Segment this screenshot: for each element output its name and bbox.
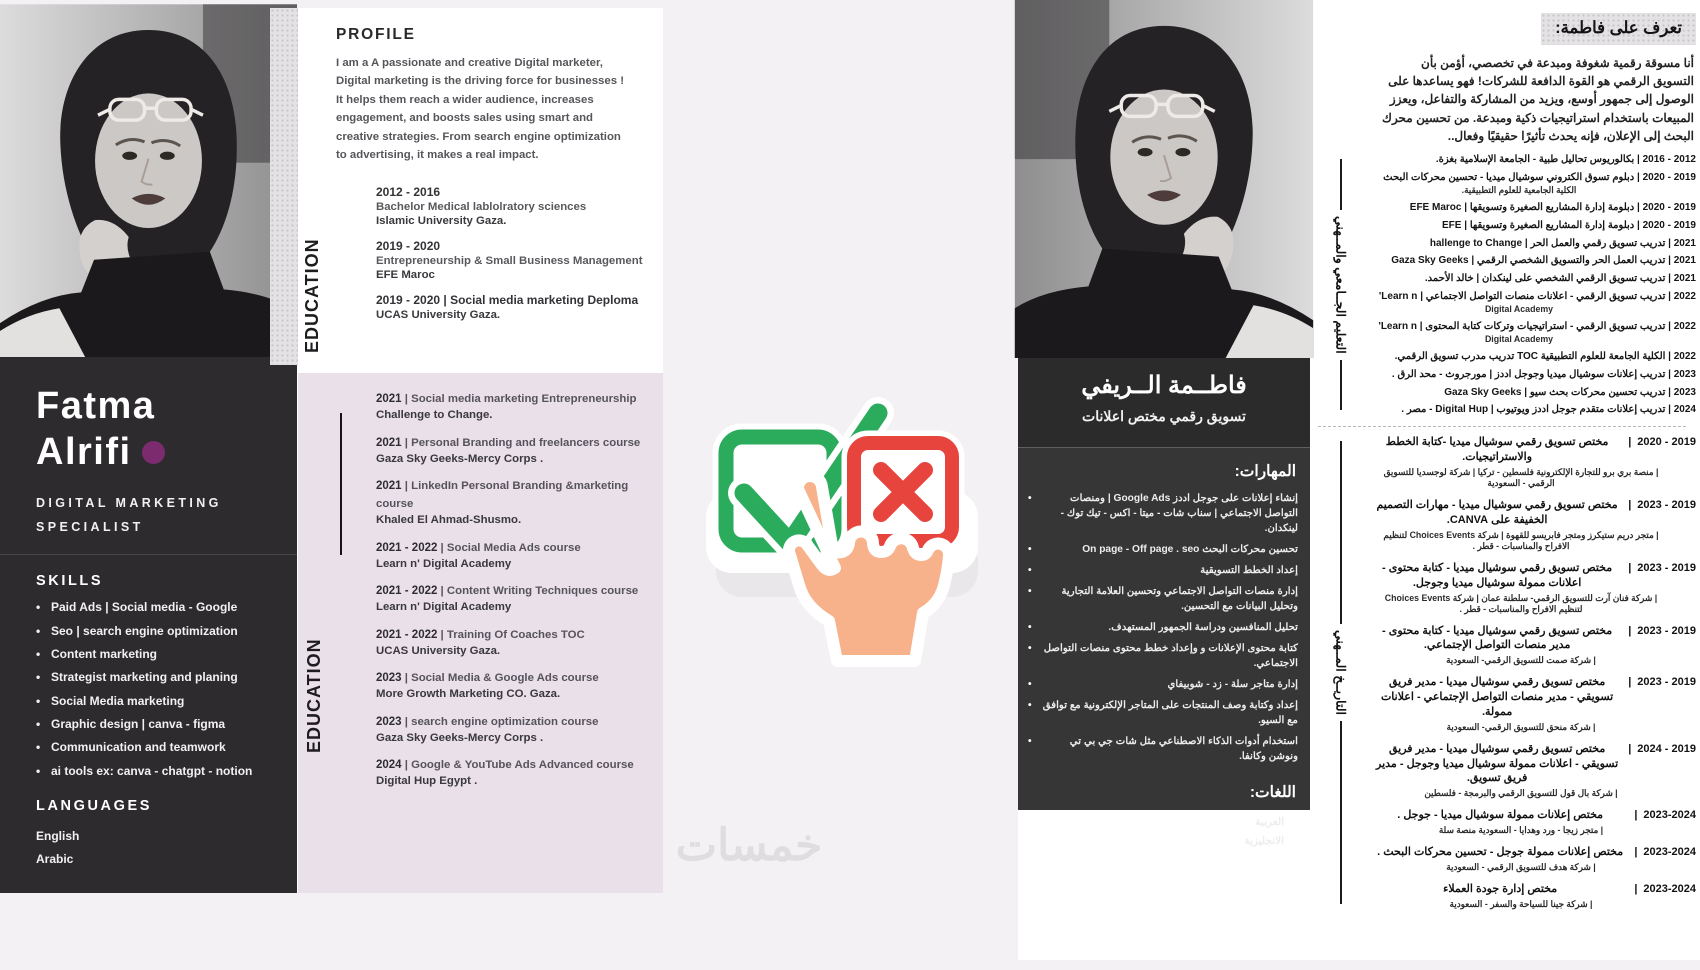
course-entry — [376, 389, 655, 421]
entry-desc: دبلوم تسوق الكتروني سوشيال ميديا - تحسين محركات البحث — [1383, 171, 1635, 183]
history-entry-ar — [1372, 435, 1696, 489]
courses-list — [376, 389, 655, 787]
bracket-line-bottom — [1340, 360, 1342, 411]
course-line — [376, 755, 655, 773]
history-entry-main — [1372, 624, 1696, 654]
entry-desc: مختص إعلانات ممولة سوشيال ميديا - جوجل . — [1397, 809, 1604, 822]
skill-item-ar: • تحسين محركات البحث On page - Off page . seo — [1028, 543, 1298, 558]
entry-year: 2021 — [1673, 237, 1696, 249]
about-header: تعرف على فاطمة: — [1541, 13, 1696, 45]
education-entry-ar — [1372, 403, 1696, 416]
entry-desc: مختص تسويق رقمي سوشيال ميديا - مدير فريق تسويقي - اعلانات ممولة سوشيال ميديا وجوجل - مدير فريق تسويق. — [1376, 742, 1619, 785]
course-title: | LinkedIn Personal Branding &marketing course — [376, 480, 629, 510]
education-entry-ar — [1372, 272, 1696, 285]
choice-sticker-group — [658, 385, 993, 680]
skill-item: • Social Media marketing — [36, 694, 271, 710]
entry-sep: | — [1665, 351, 1671, 363]
history-entry-ar — [1372, 845, 1696, 873]
course-date: 2021 - 2022 — [376, 541, 438, 554]
entry-desc: تدريب تسويق الرقمي الشخصي على لينكدان | خالد الأحمد. — [1424, 272, 1666, 284]
course-entry — [376, 538, 655, 570]
course-provider: Learn n' Digital Academy — [376, 601, 512, 613]
right-profile-photo — [1018, 0, 1310, 358]
history-entry-main — [1372, 845, 1696, 860]
name-band-ar — [1018, 358, 1310, 447]
entry-year: 2023 - 2019 — [1637, 499, 1696, 512]
entry-year: 2023 - 2019 — [1637, 561, 1696, 574]
language-item-ar: العربية — [1255, 815, 1284, 828]
education-entry — [376, 185, 663, 227]
entry-year: 2020 - 2019 — [1642, 171, 1696, 183]
skill-item-ar: • كتابة محتوى الإعلانات و وإعداد خطط محتوى منصات التواصل الاجتماعي. — [1028, 642, 1298, 672]
entry-sep: | — [1634, 219, 1640, 231]
languages-header-ar: اللغات: — [1249, 783, 1296, 801]
entry-year: 2020 - 2019 — [1642, 219, 1696, 231]
education-entry — [376, 293, 663, 321]
course-title: | Social Media & Google Ads course — [401, 672, 599, 684]
profile-header: PROFILE — [336, 26, 416, 43]
entry-year: 2022 — [1673, 290, 1696, 302]
left-sidebar-panel — [0, 357, 297, 893]
entry-desc: مختص تسويق رقمي سوشيال ميديا - مهارات التصميم الخفيفة على CANVA. — [1376, 499, 1618, 526]
entry-sep: | — [1665, 255, 1671, 267]
portrait-illustration — [1018, 0, 1310, 358]
course-entry — [376, 755, 655, 787]
course-entry — [376, 625, 655, 657]
languages-header-en: LANGUAGES — [36, 797, 153, 814]
entry-companies: | شركة صمت للتسويق الرقمي- السعودية — [1446, 655, 1596, 666]
course-line — [376, 538, 655, 556]
name-first: Fatma — [36, 385, 156, 427]
entry-desc: تدريب تسويق الرقمي - استراتيجيات وتركات كتابة المحتوى | Learn n' — [1378, 320, 1666, 332]
entry-companies: | شركة بال قول للتسويق الرقمي والبرمجة - فلسطين — [1424, 788, 1618, 799]
history-entry-main — [1372, 435, 1696, 465]
entry-sep: | — [1634, 809, 1638, 822]
languages-list-en — [36, 825, 271, 872]
education-entry-ar — [1372, 290, 1696, 316]
course-entry — [376, 668, 655, 700]
entry-desc: دبلومة إدارة المشاريع الصغيرة وتسويقها | EFE — [1442, 219, 1635, 231]
entry-desc: تدريب إعلانات سوشيال ميديا وجوجل اددز | مورجروث - محد الرق . — [1391, 368, 1666, 380]
entry-desc: تدريب تسويق الرقمي - اعلانات منصات التواصل الاجتماعي | Learn n' — [1378, 290, 1666, 302]
language-item: English — [36, 828, 80, 843]
skill-item: • Content marketing — [36, 647, 271, 663]
education-entry-ar — [1372, 201, 1696, 214]
education-desc: Bachelor Medical lablolratory sciences — [376, 200, 587, 213]
skills-list-ar — [1028, 492, 1298, 765]
entry-year: 2023 - 2019 — [1637, 676, 1696, 689]
entry-desc: تدريب تحسين محركات بحث سيو | Gaza Sky Geeks — [1444, 386, 1666, 398]
history-list-ar — [1372, 435, 1696, 909]
course-provider: Digital Hup Egypt . — [376, 775, 478, 787]
entry-desc: مختص تسويق رقمي سوشيال ميديا -كتابة الخطط والاستراتيجيات. — [1385, 436, 1609, 464]
course-line — [376, 712, 655, 730]
history-entry-ar — [1372, 624, 1696, 667]
education-institution: UCAS University Gaza. — [376, 308, 501, 321]
candidate-name-ar: فاطــمة الــريفي — [1081, 372, 1247, 399]
entry-desc: مختص تسويق رقمي سوشيال ميديا - كتابة محتوى - اعلانات ممولة سوشيال ميديا وجوجل. — [1382, 561, 1613, 589]
course-date: 2021 — [376, 393, 402, 405]
course-line — [376, 625, 655, 643]
education-institution: Islamic University Gaza. — [376, 214, 507, 227]
entry-sep: | — [1628, 624, 1632, 637]
entry-sep: | — [1628, 742, 1632, 755]
entry-sep: | — [1665, 290, 1671, 302]
course-title: | Google & YouTube Ads Advanced course — [401, 759, 634, 771]
entry-companies: | شركة هدف للتسويق الرقمي - السعودية — [1446, 861, 1596, 872]
entry-sep: | — [1665, 237, 1671, 249]
history-entry-main — [1372, 675, 1696, 720]
left-resume-card — [0, 8, 663, 893]
entry-desc: مختص تسويق رقمي سوشيال ميديا - مدير فريق تسويقي - مدير منصات التواصل الإجتماعي - اعلانات ممولة. — [1380, 676, 1614, 718]
course-line — [376, 476, 655, 512]
history-entry-ar — [1372, 675, 1696, 733]
language-item: Arabic — [36, 851, 74, 866]
profile-text: I am a A passionate and creative Digital marketer, Digital marketing is the driving force for businesses ! It helps them reach a wider audience, increases engagement, and boosts sales using smart and creative strategies. From search engine optimization to advertising, it makes a real impact. — [336, 57, 624, 162]
skill-item-ar: • إعداد وكتابة وصف المنتجات على المتاجر الإلكترونية مع توافق مع السيو. — [1028, 699, 1298, 729]
job-title-ar: تسويق رقمي مختص اعلانات — [1082, 408, 1246, 424]
education-date: 2019 - 2020 | Social media marketing Deploma — [376, 292, 639, 307]
skill-item-ar: • إدارة متاجر سلة - زد - شوبيفاي — [1028, 678, 1298, 693]
entry-companies: | متجر زيجا - ورد وهدايا - السعودية منصة سلة — [1438, 825, 1604, 836]
education-entry-ar — [1372, 320, 1696, 346]
education-entry-ar — [1372, 350, 1696, 363]
skill-item: • Paid Ads | Social media - Google — [36, 600, 271, 616]
entry-sep: | — [1665, 272, 1671, 284]
accent-dot-icon — [142, 441, 165, 464]
entry-companies: | متجر دريم ستيكرز ومتجر فابريسو للقهوة | شركة Choices Events لتنظيم الافراح والمناسبات - قطر . — [1383, 529, 1659, 551]
course-title: | Content Writing Techniques course — [437, 585, 639, 597]
education-entry-ar — [1372, 237, 1696, 250]
course-date: 2023 — [376, 672, 402, 684]
sidebar-divider — [0, 554, 297, 555]
entry-sub: Digital Academy — [1484, 334, 1554, 345]
entry-year: 2024 - 2019 — [1637, 742, 1696, 755]
entry-companies: | شركة فنان آرت للتسويق الرقمي- سلطنة عمان | شركة Choices Events لتنظيم الافراح والمناسبات - قطر . — [1384, 592, 1658, 614]
entry-year: 2022 — [1673, 351, 1696, 363]
course-title: | Social media marketing Entrepreneurship — [401, 393, 637, 405]
left-profile-photo — [0, 8, 297, 357]
course-date: 2021 - 2022 — [376, 628, 438, 641]
history-entry-main — [1372, 498, 1696, 528]
portrait-illustration — [0, 8, 297, 357]
history-entry-main — [1372, 561, 1696, 591]
course-entry — [376, 476, 655, 526]
languages-list-ar — [1032, 813, 1298, 851]
education-entry-ar — [1372, 219, 1696, 232]
entry-desc: تدريب إعلانات متقدم جوجل اددز ويوتيوب | Digital Hup - مصر . — [1401, 404, 1666, 416]
course-line — [376, 389, 655, 407]
course-date: 2023 — [376, 715, 402, 728]
skill-item: • Communication and teamwork — [36, 740, 271, 756]
course-line — [376, 668, 655, 686]
education-vertical-label-2: EDUCATION — [304, 638, 324, 753]
education-date: 2012 - 2016 — [376, 184, 441, 199]
skill-item: • Graphic design | canva - figma — [36, 717, 271, 733]
entry-sep: | — [1634, 846, 1638, 859]
skill-item-ar: • إعداد الخطط التسويقية — [1028, 564, 1298, 579]
entry-companies: | شركة جينا للسياحة والسفر - السعودية — [1449, 898, 1593, 909]
history-entry-ar — [1372, 808, 1696, 836]
education-list-ar — [1372, 153, 1696, 416]
course-provider: Gaza Sky Geeks-Mercy Corps . — [376, 452, 544, 465]
skill-item-ar: • استخدام أدوات الذكاء الاصطناعي مثل شات جي بي تي ونوشن وكانفا. — [1028, 735, 1298, 765]
khamsat-watermark: خمسات — [675, 821, 823, 870]
education-institution: EFE Maroc — [376, 268, 435, 281]
timeline-line — [340, 413, 342, 555]
entry-desc: الكلية الجامعة للعلوم التطبيقية TOC تدريب مدرب تسويق الرقمي. — [1394, 351, 1666, 363]
course-date: 2021 - 2022 — [376, 585, 438, 597]
entry-sep: | — [1665, 404, 1671, 416]
entry-year: 2023-2024 — [1643, 882, 1696, 895]
education-entry-ar — [1372, 254, 1696, 267]
history-entry-main — [1372, 882, 1696, 897]
history-label-zone — [1324, 441, 1358, 903]
left-content-area — [298, 8, 663, 893]
course-date: 2021 — [376, 436, 402, 449]
language-item-ar: الانجليزية — [1244, 834, 1284, 847]
skill-item-ar: • إنشاء إعلانات على جوجل اددز Google Ads | ومنصات التواصل الاجتماعي | سناب شات - ميتا - اكس - تيك توك - لينكدان. — [1028, 492, 1298, 537]
education-label-zone — [1324, 159, 1358, 410]
course-line — [376, 581, 655, 599]
entry-desc: تدريب العمل الحر والتسويق الشخصي الرقمي | Gaza Sky Geeks — [1391, 255, 1666, 267]
bracket-line-bottom — [1340, 721, 1342, 904]
entry-year: 2020 - 2019 — [1642, 202, 1696, 214]
entry-sep: | — [1634, 154, 1640, 166]
entry-companies: | شركة منحق للتسويق الرقمي- السعودية — [1446, 721, 1596, 732]
education-primary-list — [376, 185, 663, 321]
entry-year: 2023 - 2019 — [1637, 624, 1696, 637]
entry-desc: مختص إعلانات ممولة جوجل - تحسين محركات البحث . — [1377, 846, 1624, 859]
skill-item: • ai tools ex: canva - chatgpt - notion — [36, 764, 271, 780]
entry-desc: مختص تسويق رقمي سوشيال ميديا - كتابة محتوى - مدير منصات التواصل الإجتماعي. — [1382, 624, 1613, 652]
name-last: Alrifi — [36, 431, 132, 474]
entry-year: 2022 — [1673, 320, 1696, 332]
education-vertical-label: EDUCATION — [302, 238, 322, 353]
entry-sep: | — [1634, 171, 1640, 183]
skills-header-en: SKILLS — [36, 573, 104, 590]
education-entry-ar — [1372, 153, 1696, 166]
checkbox-cross-hand-illustration — [658, 385, 993, 680]
education-entry-ar — [1372, 171, 1696, 197]
history-entry-main — [1372, 742, 1696, 787]
education-section-primary — [298, 184, 663, 353]
course-date: 2024 — [376, 759, 402, 771]
history-vertical-label-ar: التاريــخ المــهني — [1333, 630, 1348, 716]
courses-panel — [298, 373, 663, 893]
course-provider: Learn n' Digital Academy — [376, 557, 512, 570]
skills-list-en — [36, 600, 271, 779]
course-provider: Khaled El Ahmad-Shusmo. — [376, 514, 522, 526]
entry-sep: | — [1634, 202, 1640, 214]
course-entry — [376, 581, 655, 613]
course-provider: Gaza Sky Geeks-Mercy Corps . — [376, 731, 544, 744]
skills-header-ar: المهارات: — [1234, 463, 1296, 480]
education-entry-ar — [1372, 368, 1696, 381]
entry-sep: | — [1628, 499, 1632, 512]
education-entry — [376, 239, 663, 281]
course-title: | Training Of Coaches TOC — [437, 628, 585, 641]
education-section-ar — [1310, 153, 1700, 416]
entry-year: 2016 - 2012 — [1642, 154, 1696, 166]
entry-year: 2023-2024 — [1643, 809, 1696, 822]
about-text: أنا مسوقة رقمية شغوفة ومبدعة في تخصصي، أؤمن بأن التسويق الرقمي هو القوة الدافعة للشركات! فهو يساعدها على الوصول إلى جمهور أوسع، ويزيد من المشاركة والتفاعل، ويعزز المبيعات باستخدام استراتيجيات ذكية ومبدعة. من تحسين محرك البحث إلى الإعلان، فإنه يحدث تأثيرًا حقيقيًا وفعال.. — [1382, 56, 1694, 143]
entry-sub: Digital Academy — [1484, 303, 1554, 314]
section-divider-dashed — [1318, 426, 1686, 427]
course-line — [376, 433, 655, 451]
entry-year: 2023 — [1673, 386, 1696, 398]
job-title-en: DIGITAL MARKETING SPECIALIST — [36, 495, 222, 535]
work-history-section — [1310, 435, 1700, 909]
languages-section-ar — [1028, 783, 1298, 851]
history-entry-ar — [1372, 882, 1696, 910]
entry-companies: | منصة بري برو للتجارة الإلكترونية فلسطين - تركيا | شركة لوجسديا للتسويق الرقمي - السعودية — [1383, 467, 1659, 489]
entry-year: 2021 — [1673, 272, 1696, 284]
skill-item: • Strategist marketing and planing — [36, 670, 271, 686]
entry-year: 2020 - 2019 — [1637, 436, 1696, 449]
education-desc: Entrepreneurship & Small Business Management — [376, 254, 643, 267]
history-entry-ar — [1372, 742, 1696, 800]
course-date: 2021 — [376, 480, 402, 492]
entry-sep: | — [1634, 882, 1638, 895]
skill-item: • Seo | search engine optimization — [36, 624, 271, 640]
bracket-line-top — [1340, 159, 1342, 210]
course-provider: More Growth Marketing CO. Gaza. — [376, 688, 561, 700]
skill-item-ar: • تحليل المنافسين ودراسة الجمهور المستهدف. — [1028, 621, 1298, 636]
education-entry-ar — [1372, 386, 1696, 399]
candidate-name-en — [36, 383, 271, 476]
education-vertical-label-ar: التعليم الجــامعي والمــهني — [1333, 215, 1348, 354]
entry-sep: | — [1628, 561, 1632, 574]
crossed-box-icon — [854, 443, 952, 541]
course-title: | Social Media Ads course — [437, 541, 581, 554]
history-entry-ar — [1372, 498, 1696, 552]
course-title: | search engine optimization course — [401, 715, 599, 728]
about-section — [1310, 0, 1700, 145]
entry-sep: | — [1665, 386, 1671, 398]
entry-desc: مختص إدارة جودة العملاء — [1443, 882, 1558, 895]
course-provider: UCAS University Gaza. — [376, 644, 501, 657]
bracket-line-top — [1340, 441, 1342, 624]
entry-year: 2023-2024 — [1643, 846, 1696, 859]
education-date: 2019 - 2020 — [376, 238, 441, 253]
entry-sep: | — [1665, 320, 1671, 332]
right-content-area — [1310, 0, 1700, 960]
dotted-texture-strip — [270, 8, 298, 365]
entry-desc: دبلومة إدارة المشاريع الصغيرة وتسويقها | EFE Maroc — [1409, 202, 1635, 214]
history-entry-main — [1372, 808, 1696, 823]
course-provider: Challenge to Change. — [376, 409, 493, 421]
course-title: | Personal Branding and freelancers course — [401, 436, 641, 449]
entry-sep: | — [1628, 436, 1632, 449]
entry-desc: بكالوريوس تحاليل طبية - الجامعة الإسلامية بغزة. — [1435, 154, 1635, 166]
entry-desc: تدريب تسويق رقمي والعمل الحر | hallenge to Change — [1429, 237, 1666, 249]
entry-sep: | — [1628, 676, 1632, 689]
right-resume-card — [1018, 0, 1700, 960]
entry-year: 2023 — [1673, 368, 1696, 380]
course-entry — [376, 712, 655, 744]
entry-year: 2024 — [1673, 404, 1696, 416]
course-entry — [376, 433, 655, 465]
entry-sep: | — [1665, 368, 1671, 380]
skills-panel-ar — [1018, 447, 1310, 847]
left-sidebar — [0, 8, 297, 893]
entry-sub: الكلية الجامعية للعلوم التطبيقية. — [1461, 185, 1577, 196]
entry-year: 2021 — [1673, 255, 1696, 267]
skill-item-ar: • إدارة منصات التواصل الاجتماعي وتحسين العلامة التجارية وتحليل البيانات مع التحسين. — [1028, 585, 1298, 615]
history-entry-ar — [1372, 561, 1696, 615]
